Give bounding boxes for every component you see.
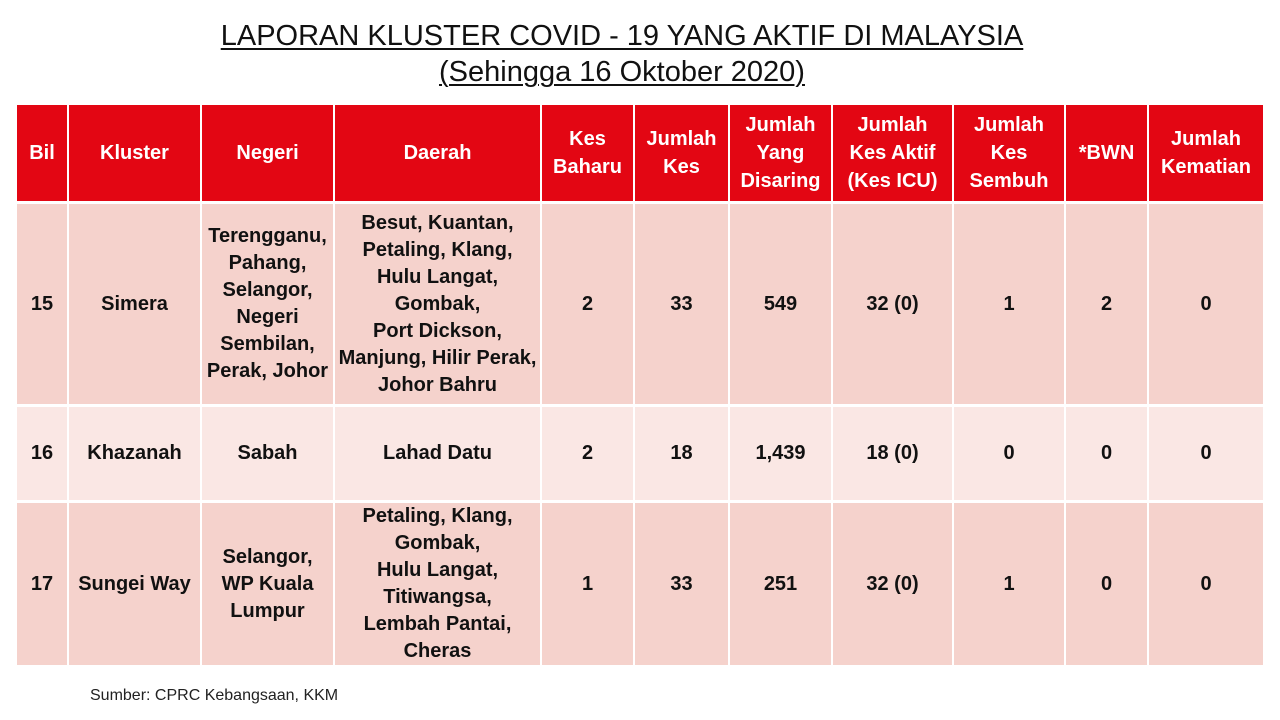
cell-jumlah-kes: 33: [634, 203, 729, 406]
cell-kematian: 0: [1148, 203, 1263, 406]
table-row: [17, 502, 1263, 667]
cell-kematian: 0: [1148, 502, 1263, 667]
cell-bwn: 2: [1065, 203, 1148, 406]
header-kematian: Jumlah Kematian: [1148, 105, 1263, 203]
cell-kes-baharu: 1: [541, 502, 634, 667]
cell-kluster: Khazanah: [68, 406, 201, 502]
cell-daerah: Besut, Kuantan, Petaling, Klang, Hulu Langat, Gombak, Port Dickson, Manjung, Hilir Perak, Johor Bahru: [334, 203, 541, 406]
cell-kluster: Simera: [68, 203, 201, 406]
report-date: (Sehingga 16 Oktober 2020): [439, 56, 805, 88]
cell-kes-sembuh: 1: [953, 203, 1065, 406]
cell-negeri: Selangor, WP Kuala Lumpur: [201, 502, 334, 667]
cluster-table: [17, 105, 1263, 668]
cell-kes-sembuh: 0: [953, 406, 1065, 502]
header-negeri: Negeri: [201, 105, 334, 203]
table-header-row: [17, 105, 1263, 203]
cell-bil: 16: [17, 406, 68, 502]
source-note: Sumber: CPRC Kebangsaan, KKM: [90, 687, 339, 704]
header-daerah: Daerah: [334, 105, 541, 203]
cell-jumlah-disaring: 1,439: [729, 406, 832, 502]
cell-jumlah-kes: 18: [634, 406, 729, 502]
header-kluster: Kluster: [68, 105, 201, 203]
header-kes-sembuh: Jumlah Kes Sembuh: [953, 105, 1065, 203]
header-jumlah-kes: Jumlah Kes: [634, 105, 729, 203]
cell-kematian: 0: [1148, 406, 1263, 502]
header-kes-baharu: Kes Baharu: [541, 105, 634, 203]
cell-bwn: 0: [1065, 406, 1148, 502]
table-row: [17, 406, 1263, 502]
cell-bil: 15: [17, 203, 68, 406]
cell-daerah: Petaling, Klang, Gombak, Hulu Langat, Titiwangsa, Lembah Pantai, Cheras: [334, 502, 541, 667]
report-title: LAPORAN KLUSTER COVID - 19 YANG AKTIF DI MALAYSIA: [220, 20, 1024, 52]
header-bwn: *BWN: [1065, 105, 1148, 203]
cell-kes-sembuh: 1: [953, 502, 1065, 667]
header-jumlah-disaring: Jumlah Yang Disaring: [729, 105, 832, 203]
cell-jumlah-disaring: 549: [729, 203, 832, 406]
header-bil: Bil: [17, 105, 68, 203]
cell-kluster: Sungei Way: [68, 502, 201, 667]
report-title-block: [0, 18, 1244, 90]
header-kes-aktif: Jumlah Kes Aktif (Kes ICU): [832, 105, 953, 203]
cell-bil: 17: [17, 502, 68, 667]
cell-kes-baharu: 2: [541, 406, 634, 502]
cell-jumlah-disaring: 251: [729, 502, 832, 667]
cell-negeri: Terengganu, Pahang, Selangor, Negeri Sembilan, Perak, Johor: [201, 203, 334, 406]
cell-daerah: Lahad Datu: [334, 406, 541, 502]
cell-negeri: Sabah: [201, 406, 334, 502]
cell-kes-aktif: 18 (0): [832, 406, 953, 502]
table-row: [17, 203, 1263, 406]
cell-bwn: 0: [1065, 502, 1148, 667]
cell-kes-aktif: 32 (0): [832, 502, 953, 667]
cell-kes-aktif: 32 (0): [832, 203, 953, 406]
cell-jumlah-kes: 33: [634, 502, 729, 667]
cell-kes-baharu: 2: [541, 203, 634, 406]
